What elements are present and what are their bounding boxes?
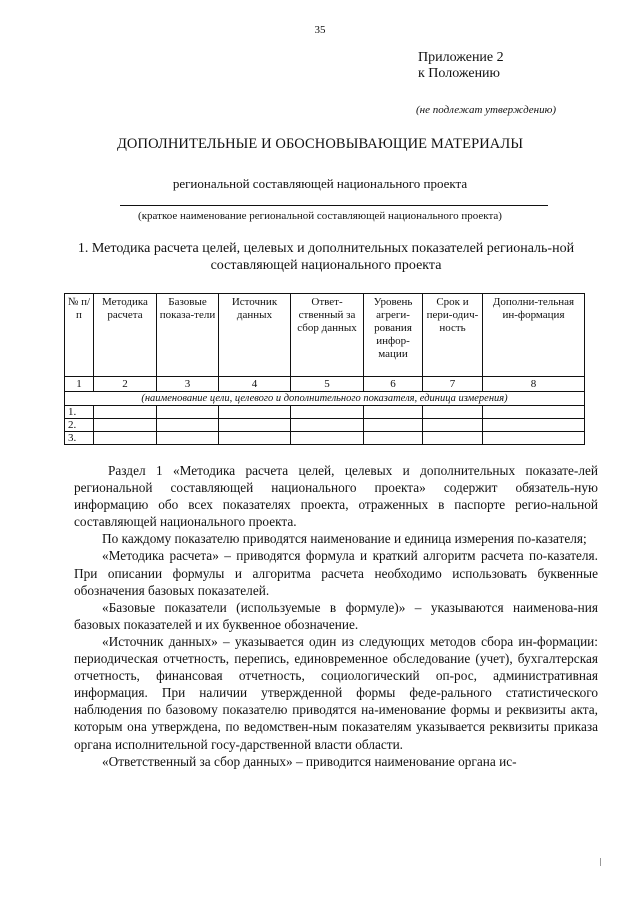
header-cell: Дополни-тельная ин-формация <box>483 294 585 377</box>
paragraph: Раздел 1 «Методика расчета целей, целевых и дополнительных показате-лей региональной составляющей национального проекта» содержит обязатель-ную информацию обо всех показателях проекта, отраженных в паспорте регио-нальной составляющей национального проекта. <box>74 463 598 530</box>
table-row <box>65 406 585 419</box>
table-row <box>65 432 585 445</box>
header-cell: Базовые показа-тели <box>157 294 219 377</box>
paragraph: По каждому показателю приводятся наименование и единица измерения по-казателя; <box>102 531 587 547</box>
table-row <box>65 419 585 432</box>
table-cell <box>291 406 364 419</box>
header-cell: Ответ-ственный за сбор данных <box>291 294 364 377</box>
body-text <box>74 462 598 770</box>
column-number: 7 <box>423 377 483 392</box>
table-cell <box>94 406 157 419</box>
column-number: 8 <box>483 377 585 392</box>
column-number: 6 <box>364 377 423 392</box>
table-cell <box>94 419 157 432</box>
header-cell: Срок и пери-одич-ность <box>423 294 483 377</box>
table-cell <box>157 432 219 445</box>
header-cell: Источник данных <box>219 294 291 377</box>
column-number: 2 <box>94 377 157 392</box>
methodology-table <box>64 293 585 445</box>
table-cell <box>219 419 291 432</box>
approval-note: (не подлежат утверждению) <box>416 104 557 116</box>
table-cell <box>157 406 219 419</box>
table-cell <box>291 419 364 432</box>
table-header-row <box>65 294 585 377</box>
header-cell: Методика расчета <box>94 294 157 377</box>
document-title: ДОПОЛНИТЕЛЬНЫЕ И ОБОСНОВЫВАЮЩИЕ МАТЕРИАЛЫ <box>116 136 524 152</box>
table-cell <box>157 419 219 432</box>
appendix-line-2: к Положению <box>418 66 501 81</box>
column-number: 3 <box>157 377 219 392</box>
paragraph: «Методика расчета» – приводятся формула и краткий алгоритм расчета по-казателя. При описании формулы и алгоритма расчета необходимо использовать буквенные обозначения базовых показателей. <box>74 548 598 598</box>
scan-mark <box>600 858 601 866</box>
column-number: 4 <box>219 377 291 392</box>
column-number: 1 <box>65 377 94 392</box>
paragraph: «Источник данных» – указывается один из следующих методов сбора ин-формации: периодическая отчетность, перепись, единовременное обследование (учет), бухгалтерская отчетность, финансовая отчетность, социологический оп-рос, административная информация. При наличии утвержденной формы феде-рального статистического наблюдения по базовому показателю приводятся на-именование формы и реквизиты акта, которым она утверждена, по ведомствен-ным показателям указывается реквизиты приказа органа исполнительной госу-дарственной власти области. <box>74 633 598 752</box>
row-number: 3. <box>65 432 94 445</box>
table-cell <box>483 406 585 419</box>
document-subtitle: региональной составляющей национального проекта <box>172 176 468 191</box>
paragraph: «Ответственный за сбор данных» – приводится наименование органа ис- <box>102 753 517 769</box>
table-cell <box>94 432 157 445</box>
row-number: 1. <box>65 406 94 419</box>
page-number: 35 <box>314 24 326 36</box>
column-number: 5 <box>291 377 364 392</box>
table-cell <box>219 432 291 445</box>
appendix-label <box>418 50 504 82</box>
table-cell <box>423 419 483 432</box>
appendix-line-1: Приложение 2 <box>418 50 504 65</box>
table-cell <box>423 406 483 419</box>
section-heading: 1. Методика расчета целей, целевых и дополнительных показателей региональ-ной составляющей национального проекта <box>77 241 575 273</box>
paragraph: «Базовые показатели (используемые в формуле)» – указываются наименова-ния базовых показателей и их буквенное обозначение. <box>74 599 598 632</box>
header-cell: № п/п <box>65 294 94 377</box>
table-cell <box>364 432 423 445</box>
column-number-row <box>65 377 585 392</box>
table-cell <box>364 419 423 432</box>
header-cell: Уровень агреги-рования инфор-мации <box>364 294 423 377</box>
table-cell <box>483 432 585 445</box>
fill-in-line <box>120 205 548 206</box>
table-cell <box>364 406 423 419</box>
row-number: 2. <box>65 419 94 432</box>
table-cell <box>219 406 291 419</box>
table-cell <box>291 432 364 445</box>
short-name-caption: (краткое наименование региональной составляющей национального проекта) <box>138 210 502 222</box>
span-row <box>65 392 585 406</box>
indicator-name-caption: (наименование цели, целевого и дополнительного показателя, единица измерения) <box>65 392 585 406</box>
table-cell <box>483 419 585 432</box>
table-cell <box>423 432 483 445</box>
